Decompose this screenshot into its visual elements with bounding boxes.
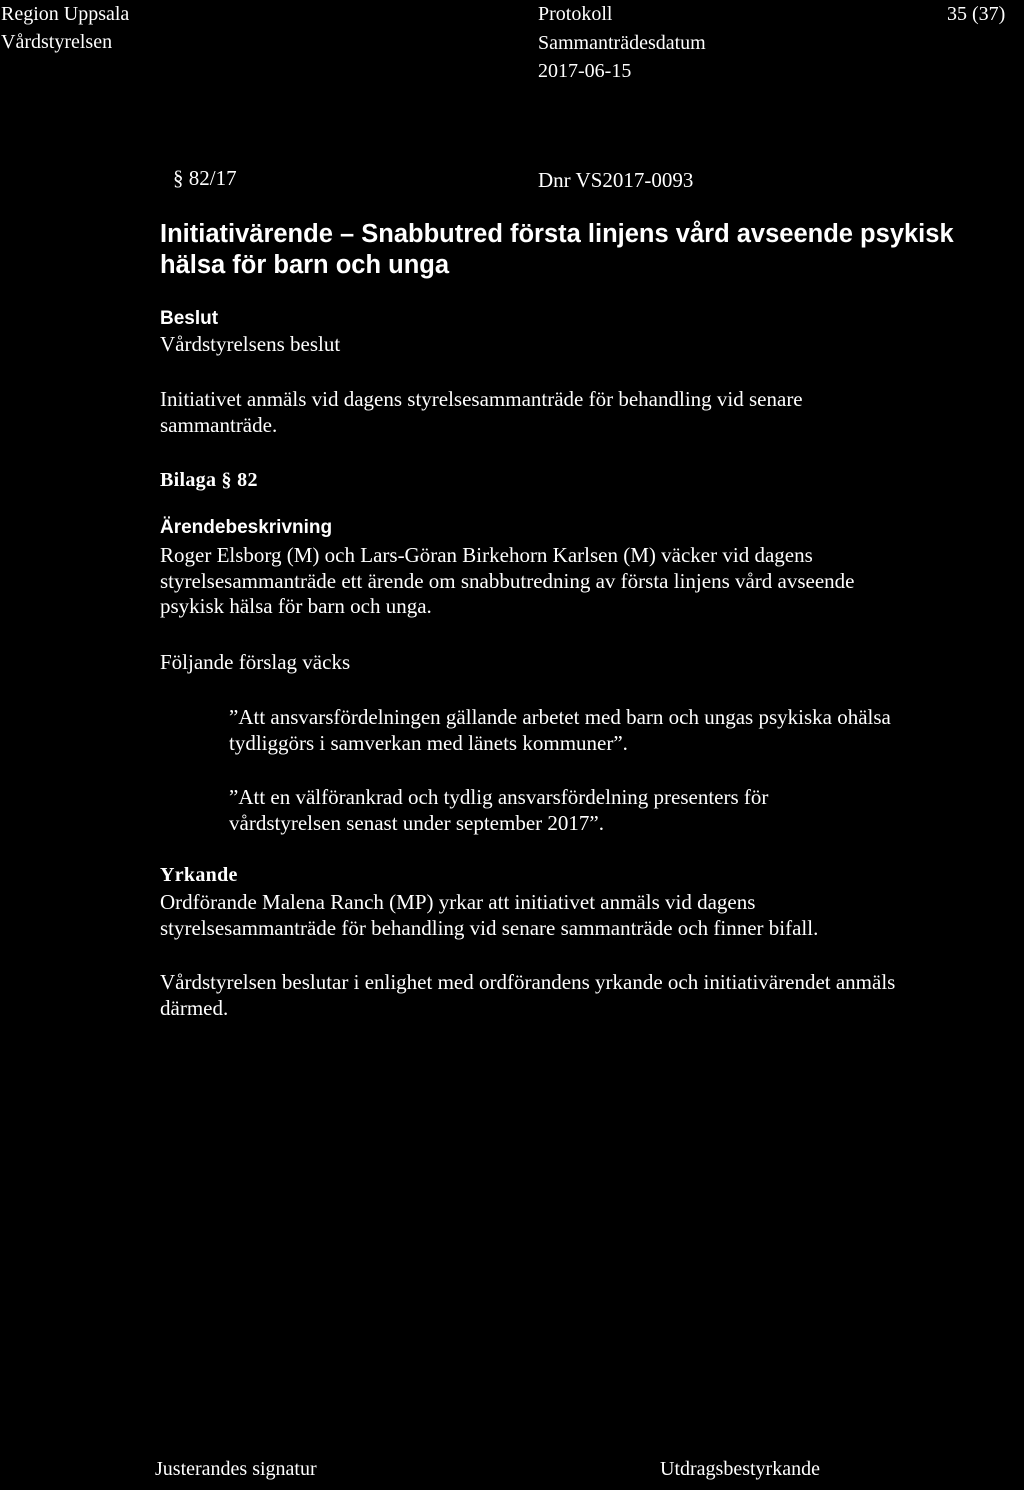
header-dept: Vårdstyrelsen <box>1 31 113 53</box>
footer-certification-label: Utdragsbestyrkande <box>660 1458 820 1480</box>
conclusion-text: Vårdstyrelsen beslutar i enlighet med ordförandens yrkande och initiativärendet anmäls därmed. <box>160 970 896 1020</box>
diary-number: Dnr VS2017-0093 <box>538 168 694 192</box>
section-number: § 82/17 <box>173 166 237 190</box>
arendebeskrivning-heading: Ärendebeskrivning <box>160 517 333 538</box>
bilaga-reference: Bilaga § 82 <box>160 469 258 491</box>
forslag-intro: Följande förslag väcks <box>160 650 351 674</box>
page-title: Initiativärende – Snabbutred första linjens vård avseende psykisk hälsa för barn och unga <box>160 220 954 279</box>
header-page-number: 35 (37) <box>947 3 1006 25</box>
beslut-heading: Beslut <box>160 308 219 329</box>
forslag-item: ”Att ansvarsfördelningen gällande arbetet med barn och ungas psykiska ohälsa tydliggörs i samverkan med länets kommuner”. <box>229 705 891 755</box>
yrkande-heading: Yrkande <box>160 864 238 886</box>
header-date-label: Sammanträdesdatum <box>538 32 706 54</box>
yrkande-text: Ordförande Malena Ranch (MP) yrkar att initiativet anmäls vid dagens styrelsesammanträde för behandling vid senare sammanträde och finner bifall. <box>160 890 819 940</box>
footer-signature-label: Justerandes signatur <box>155 1458 317 1480</box>
forslag-item: ”Att en välförankrad och tydlig ansvarsfördelning presenters för vårdstyrelsen senast under september 2017”. <box>229 785 769 835</box>
beslut-subheading: Vårdstyrelsens beslut <box>160 332 341 356</box>
header-org: Region Uppsala <box>1 3 130 25</box>
header-date: 2017-06-15 <box>538 60 632 82</box>
arendebeskrivning-text: Roger Elsborg (M) och Lars-Göran Birkehorn Karlsen (M) väcker vid dagens styrelsesammanträde ett ärende om snabbutredning av första linjens vård avseende psykisk hälsa för barn och unga. <box>160 543 855 618</box>
beslut-text: Initiativet anmäls vid dagens styrelsesammanträde för behandling vid senare sammanträde. <box>160 387 803 437</box>
header-doc-type: Protokoll <box>538 3 613 25</box>
